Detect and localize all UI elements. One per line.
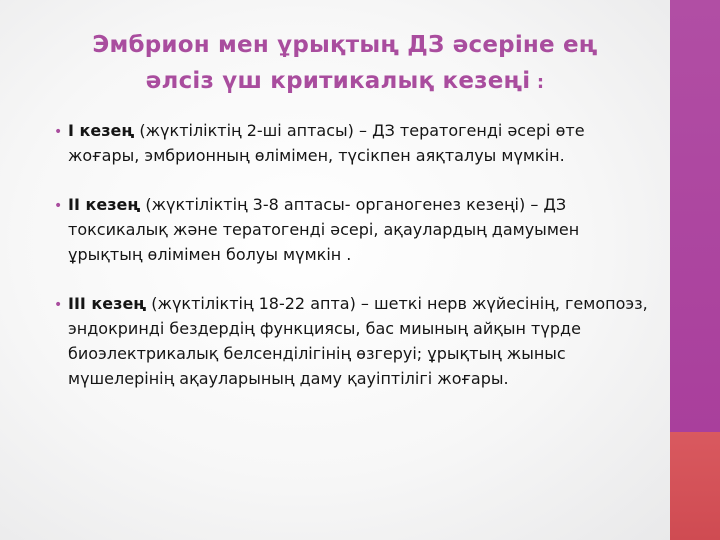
- bullet-dot-icon: •: [54, 297, 63, 313]
- bullet-label: III кезең: [68, 294, 147, 313]
- slide-title-line-2: [40, 63, 650, 101]
- bullet-item-1: [54, 118, 654, 168]
- bullet-item-3: [54, 291, 654, 391]
- slide-title: [40, 27, 650, 101]
- bullet-text: (жүктіліктің 18-22 апта) – шеткі нерв жүйесінің, гемопоэз, эндокринді бездердің функциясы, бас миының айқын түрде биоэлектрикалық белсенділігінің өзгеруі; ұрықтың жыныс мүшелерінің ақауларының даму қауіптілігі жоғары.: [68, 294, 648, 388]
- slide-title-line-1: Эмбрион мен ұрықтың ДЗ әсеріне ең: [92, 32, 598, 58]
- accent-stripe-top: [670, 0, 720, 432]
- bullet-list: [54, 118, 654, 415]
- bullet-text: (жүктіліктің 3-8 аптасы- органогенез кезеңі) – ДЗ токсикалық және тератогенді әсері, ақаулардың дамуымен ұрықтың өлімімен болуы мүмкін .: [68, 195, 580, 264]
- slide-title-line-2-text: әлсіз үш критикалық кезеңі: [145, 68, 531, 94]
- bullet-label: I кезең: [68, 121, 135, 140]
- slide-title-colon: :: [530, 72, 545, 93]
- bullet-text: (жүктіліктің 2-ші аптасы) – ДЗ тератогенді әсері өте жоғары, эмбрионның өлімімен, түсікпен аяқталуы мүмкін.: [68, 121, 585, 165]
- bullet-label: II кезең: [68, 195, 141, 214]
- bullet-dot-icon: •: [54, 198, 63, 214]
- bullet-item-2: [54, 192, 654, 267]
- accent-stripe-bottom: [670, 432, 720, 540]
- bullet-dot-icon: •: [54, 124, 63, 140]
